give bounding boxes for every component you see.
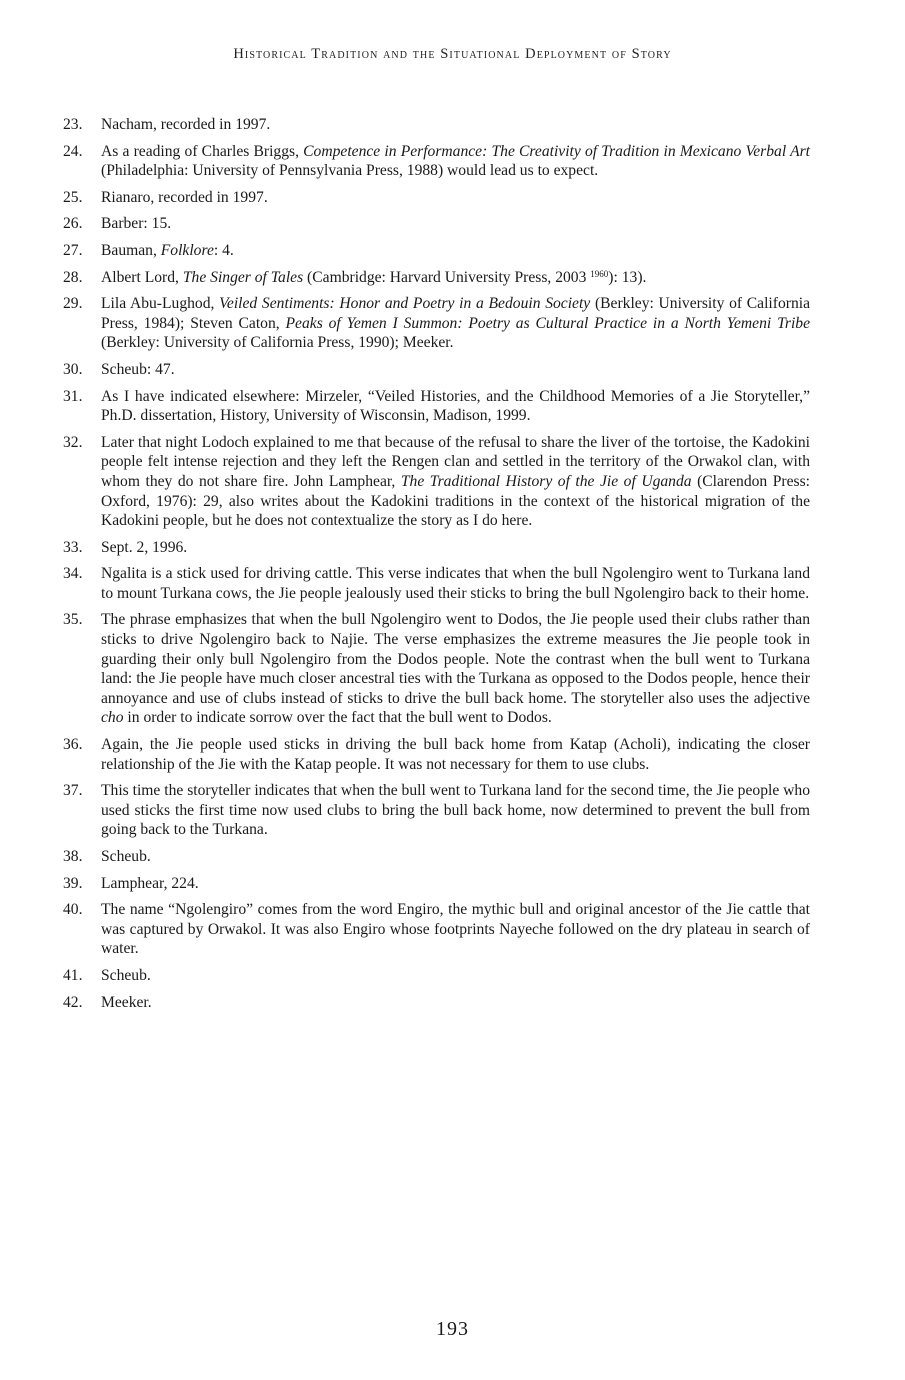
endnote-text bbox=[101, 361, 175, 378]
endnote-number: 23. bbox=[63, 116, 83, 133]
endnote-number: 27. bbox=[63, 241, 83, 259]
endnote bbox=[60, 847, 810, 867]
endnote-number: 28. bbox=[63, 268, 83, 286]
endnote-number: 25. bbox=[63, 188, 83, 206]
endnote-text bbox=[101, 269, 646, 286]
endnote-text bbox=[101, 782, 810, 838]
endnote-text bbox=[101, 736, 810, 773]
text-run: This time the storyteller indicates that when the bull went to Turkana land for the second time, the Jie people who used sticks the first time now used clubs to bring the bull back home, now determined to prevent the bull from going back to the Turkana. bbox=[101, 782, 810, 839]
endnote-number: 42. bbox=[63, 993, 83, 1011]
endnote-text bbox=[101, 215, 171, 232]
endnote bbox=[60, 268, 810, 288]
endnote-text bbox=[101, 388, 810, 425]
endnote-text bbox=[101, 116, 270, 133]
text-run: (Philadelphia: University of Pennsylvania Press, 1988) would lead us to expect. bbox=[101, 162, 599, 180]
text-run: As a reading of Charles Briggs, bbox=[101, 142, 304, 160]
endnote bbox=[60, 781, 810, 840]
endnote-number: 32. bbox=[63, 433, 83, 451]
text-run: Rianaro, recorded in 1997. bbox=[101, 188, 268, 206]
endnote bbox=[60, 538, 810, 558]
endnote bbox=[60, 993, 810, 1013]
endnote-text bbox=[101, 295, 810, 351]
superscript: 1960 bbox=[590, 268, 609, 279]
text-run: : 4. bbox=[213, 241, 234, 259]
endnote-text bbox=[101, 611, 810, 726]
endnote bbox=[60, 241, 810, 261]
endnote bbox=[60, 874, 810, 894]
text-run: Albert Lord, bbox=[101, 268, 183, 286]
endnote-number: 34. bbox=[63, 565, 83, 583]
text-run: Meeker. bbox=[101, 993, 152, 1011]
endnote-number: 39. bbox=[63, 874, 83, 892]
text-run: Later that night Lodoch explained to me that because of the refusal to share the liver of the tortoise, the Kadokini people felt intense rejection and they left the Rengen clan and settled in the territory of the Orwakol clan, with whom they do not share fire. John Lamphear, bbox=[101, 433, 810, 490]
text-run: ): 13). bbox=[608, 268, 647, 286]
endnote-number: 31. bbox=[63, 387, 83, 405]
italic-title: cho bbox=[101, 709, 124, 727]
italic-title: Veiled Sentiments: Honor and Poetry in a Bedouin Society bbox=[219, 295, 591, 313]
endnote bbox=[60, 214, 810, 234]
endnote bbox=[60, 610, 810, 728]
endnote-number: 40. bbox=[63, 901, 83, 919]
text-run: Scheub. bbox=[101, 848, 151, 865]
endnote bbox=[60, 966, 810, 986]
italic-title: Competence in Performance: The Creativity of Tradition in Mexicano Verbal Art bbox=[303, 142, 810, 160]
endnote-text bbox=[101, 901, 810, 957]
text-run: Bauman, bbox=[101, 241, 161, 259]
text-run: The name “Ngolengiro” comes from the word Engiro, the mythic bull and original ancestor of the Jie cattle that was captured by Orwakol. It was also Engiro whose footprints Nayeche followed on the dry plateau in search of water. bbox=[101, 901, 810, 958]
endnote-number: 26. bbox=[63, 215, 83, 233]
endnote-text bbox=[101, 434, 810, 529]
endnote bbox=[60, 387, 810, 426]
endnote-number: 37. bbox=[63, 782, 83, 800]
endnote bbox=[60, 294, 810, 353]
text-run: Scheub. bbox=[101, 966, 151, 984]
text-run: Barber: 15. bbox=[101, 215, 172, 233]
text-run: in order to indicate sorrow over the fact that the bull went to Dodos. bbox=[123, 709, 552, 727]
text-run: (Clarendon Press: Oxford, 1976): 29, also writes about the Kadokini traditions in the context of the historical migration of the Kadokini people, but he does not contextualize the story as I do here. bbox=[101, 472, 810, 530]
endnote bbox=[60, 142, 810, 181]
endnote bbox=[60, 564, 810, 603]
endnotes-list bbox=[60, 115, 810, 1019]
text-run: (Berkley: University of California Press, 1990); Meeker. bbox=[101, 334, 454, 352]
endnote-number: 38. bbox=[63, 848, 83, 865]
text-run: As I have indicated elsewhere: Mirzeler, “Veiled Histories, and the Childhood Memories of a Jie Storyteller,” Ph.D. dissertation, History, University of Wisconsin, Madison, 1999. bbox=[101, 387, 810, 425]
endnote bbox=[60, 115, 810, 135]
text-run: Ngalita is a stick used for driving cattle. This verse indicates that when the bull Ngolengiro went to Turkana land to mount Turkana cows, the Jie people jealously used their sticks to bring the bull Ngolengiro back to their home. bbox=[101, 565, 810, 602]
text-run: The phrase emphasizes that when the bull Ngolengiro went to Dodos, the Jie people used their clubs rather than sticks to drive Ngolengiro back to Najie. The verse emphasizes the extreme measures the Jie people took in guarding their only bull Ngolengiro from the Dodos people. Note the contrast when the bull went to Turkana land: the Jie people have much closer ancestral ties with the Turkana as opposed to the Dodos people, hence their annoyance and use of clubs instead of sticks to drive the bull back home. The storyteller also uses the adjective bbox=[101, 611, 810, 707]
endnote-text bbox=[101, 189, 268, 206]
text-run: Nacham, recorded in 1997. bbox=[101, 116, 271, 133]
endnote bbox=[60, 735, 810, 774]
endnote-text bbox=[101, 848, 151, 865]
running-head: Historical Tradition and the Situational Deployment of Story bbox=[233, 46, 672, 62]
endnote bbox=[60, 900, 810, 959]
endnote-text bbox=[101, 967, 151, 984]
endnote-number: 30. bbox=[63, 360, 83, 378]
italic-title: The Traditional History of the Jie of Uganda bbox=[400, 472, 692, 490]
endnote-number: 35. bbox=[63, 611, 83, 629]
text-run: Scheub: 47. bbox=[101, 360, 175, 378]
page-number: 193 bbox=[436, 1318, 469, 1340]
endnote-text bbox=[101, 875, 199, 892]
endnote-text bbox=[101, 143, 810, 180]
endnote bbox=[60, 433, 810, 531]
italic-title: Peaks of Yemen I Summon: Poetry as Cultural Practice in a North Yemeni Tribe bbox=[285, 314, 810, 332]
endnote-number: 41. bbox=[63, 966, 83, 984]
endnote-text bbox=[101, 994, 152, 1011]
text-run: Again, the Jie people used sticks in driving the bull back home from Katap (Acholi), indicating the closer relationship of the Jie with the Katap people. It was not necessary for them to use clubs. bbox=[101, 736, 810, 773]
endnote-number: 33. bbox=[63, 538, 83, 556]
text-run: Sept. 2, 1996. bbox=[101, 538, 188, 556]
endnote-text bbox=[101, 539, 187, 556]
text-run: Lamphear, 224. bbox=[101, 874, 199, 892]
endnote-number: 29. bbox=[63, 295, 83, 313]
endnote-text bbox=[101, 242, 234, 259]
endnote bbox=[60, 188, 810, 208]
endnote bbox=[60, 360, 810, 380]
text-run: Lila Abu-Lughod, bbox=[101, 295, 220, 313]
endnote-number: 24. bbox=[63, 142, 83, 160]
endnote-text bbox=[101, 565, 810, 602]
text-run: (Cambridge: Harvard University Press, 2003 bbox=[303, 268, 591, 286]
italic-title: Folklore bbox=[160, 241, 214, 259]
endnote-number: 36. bbox=[63, 736, 83, 754]
text-run: (Berkley: University of California Press, 1984); Steven Caton, bbox=[101, 295, 810, 332]
italic-title: The Singer of Tales bbox=[182, 268, 304, 286]
